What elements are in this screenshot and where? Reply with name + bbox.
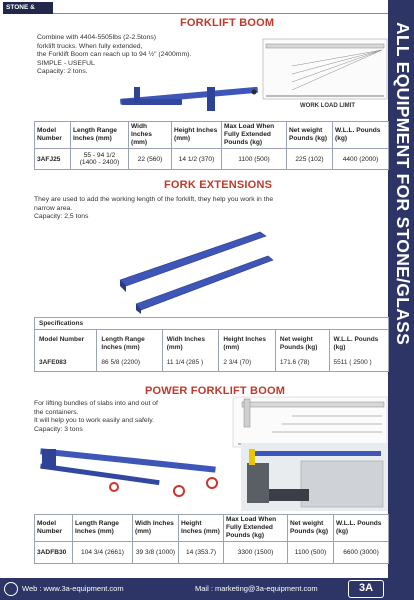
desc-line: forklift trucks. When fully extended, (37, 42, 143, 50)
sidebar-title: ALL EQUIPMENT FOR STONE/GLASS (393, 22, 413, 346)
company-logo: 3A (348, 580, 384, 598)
power-boom-description (34, 400, 158, 434)
table-cell: 225 (102) (287, 149, 333, 170)
table-cell: 39 3/8 (1000) (133, 542, 179, 564)
table-cell: 3AFE083 (39, 359, 67, 366)
desc-line: Capacity: 2 tons. (37, 68, 88, 76)
desc-line: For lifting bundles of slabs into and out of (34, 400, 158, 407)
table-header: W.L.L. Pounds (kg) (333, 122, 389, 149)
table-cell: 3ADFB30 (35, 542, 73, 564)
website-link[interactable]: Web : www.3a-equipment.com (22, 584, 124, 593)
sidebar-banner (388, 0, 414, 600)
fork-extensions-description (34, 196, 273, 222)
table-cell: 14 1/2 (370) (172, 149, 222, 170)
table-header: Net weight Pounds (kg) (288, 515, 334, 542)
desc-line: the Forklift Boom can reach up to 94 ½" (2400mm). (37, 51, 192, 59)
category-tag: STONE & GLASS (3, 2, 53, 14)
forklift-boom-table (34, 121, 389, 170)
forklift-boom-description (37, 34, 191, 77)
spec-grid (35, 330, 388, 372)
spec-column (276, 330, 330, 372)
header-rule (53, 13, 388, 14)
fork-extensions-table (34, 317, 389, 372)
table-header: Length Range Inches (mm) (73, 515, 133, 542)
table-header: Height Inches (mm) (223, 336, 266, 351)
table-cell: 1100 (500) (222, 149, 287, 170)
table-cell: 3300 (1500) (224, 542, 288, 564)
desc-line: narrow area. (34, 204, 73, 212)
spec-column (219, 330, 276, 372)
spec-column (97, 330, 162, 372)
desc-line: Combine with 4404-5505lbs (2-2.5tons) (37, 34, 157, 41)
table-header: Length Range Inches (mm) (71, 122, 129, 149)
power-boom-photo (241, 443, 388, 511)
email-link[interactable]: Mail : marketing@3a-equipment.com (195, 584, 318, 593)
table-header: Max Load When Fully Extended Pounds (kg) (222, 122, 287, 149)
forklift-boom-diagram-label: WORK LOAD LIMIT (300, 103, 355, 109)
table-cell: 1100 (500) (288, 542, 334, 564)
forklift-boom-image (112, 83, 260, 113)
table-cell: 55 - 94 1/2 (1400 - 2400) (71, 149, 129, 170)
desc-line: Capacity: 2,5 tons (34, 213, 89, 221)
spec-column (330, 330, 388, 372)
table-header: Height Inches (mm) (179, 515, 224, 542)
fork-extensions-title: FORK EXTENSIONS (164, 179, 273, 191)
table-header: Net weight Pounds (kg) (287, 122, 333, 149)
table-header: Widh Inches (mm) (166, 336, 205, 351)
table-header: Height Inches (mm) (172, 122, 222, 149)
table-cell: 104 3/4 (2661) (73, 542, 133, 564)
desc-line: the containers. (34, 408, 79, 416)
table-header: W.L.L. Pounds (kg) (334, 515, 389, 542)
table-header: Max Load When Fully Extended Pounds (kg) (224, 515, 288, 542)
table-header: Widh Inches (mm) (133, 515, 179, 542)
desc-line: Capacity: 3 tons (34, 425, 83, 433)
table-cell: 86 5/8 (2200) (101, 359, 141, 366)
desc-line: It will help you to work easily and safely. (34, 417, 155, 425)
table-cell: 11 1/4 (285 ) (166, 359, 204, 366)
power-boom-image (34, 443, 220, 507)
table-cell: 22 (560) (129, 149, 172, 170)
table-header: Model Number (39, 336, 85, 343)
footer-bar (0, 578, 388, 600)
table-cell: 14 (353.7) (179, 542, 224, 564)
desc-line: SIMPLE - USEFUL (37, 59, 95, 67)
table-cell: 5511 ( 2500 ) (333, 359, 372, 366)
forklift-boom-diagram (262, 38, 388, 108)
power-boom-title: POWER FORKLIFT BOOM (145, 385, 286, 397)
table-cell: 2 3/4 (70) (223, 359, 252, 366)
table-cell: 4400 (2000) (333, 149, 389, 170)
spec-label: Specifications (35, 318, 388, 330)
table-cell: 171.6 (78) (279, 359, 310, 366)
table-header: Model Number (35, 515, 73, 542)
spec-column (35, 330, 97, 372)
table-header: W.L.L. Pounds (kg) (333, 336, 379, 351)
spec-column (163, 330, 220, 372)
table-cell: 3AFJ25 (35, 149, 71, 170)
table-header: Model Number (35, 122, 71, 149)
table-header: Widh Inches (mm) (129, 122, 172, 149)
fork-extensions-image (110, 224, 274, 314)
power-boom-table (34, 514, 389, 564)
desc-line: They are used to add the working length of the forklift, they help you work in the (34, 196, 274, 203)
table-header: Length Range Inches (mm) (101, 336, 145, 351)
globe-icon (4, 582, 18, 596)
table-cell: 6600 (3000) (334, 542, 389, 564)
forklift-boom-title: FORKLIFT BOOM (180, 17, 275, 29)
table-header: Net weight Pounds (kg) (279, 336, 318, 351)
